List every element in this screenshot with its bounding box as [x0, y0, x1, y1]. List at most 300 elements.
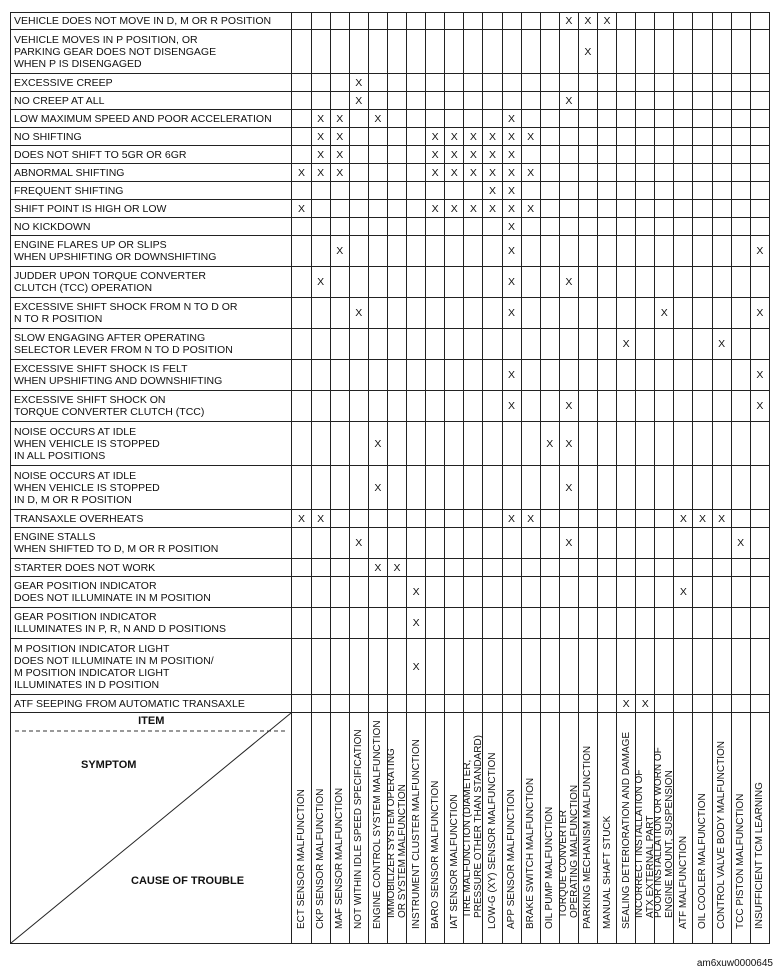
- matrix-cell: X: [578, 30, 597, 74]
- matrix-cell: [712, 298, 731, 329]
- cause-column-header: [693, 713, 712, 944]
- matrix-cell: [464, 639, 483, 695]
- matrix-cell: [693, 146, 712, 164]
- matrix-cell: [636, 267, 655, 298]
- matrix-cell: X: [540, 422, 559, 466]
- matrix-cell: [731, 510, 750, 528]
- matrix-cell: [464, 466, 483, 510]
- matrix-cell: [597, 218, 616, 236]
- matrix-cell: X: [368, 466, 387, 510]
- matrix-cell: [693, 92, 712, 110]
- matrix-cell: [387, 466, 406, 510]
- matrix-cell: [693, 466, 712, 510]
- matrix-cell: [387, 218, 406, 236]
- matrix-cell: [712, 13, 731, 30]
- matrix-cell: [483, 92, 502, 110]
- matrix-cell: [426, 466, 445, 510]
- matrix-cell: X: [693, 510, 712, 528]
- matrix-cell: [636, 13, 655, 30]
- matrix-cell: [693, 13, 712, 30]
- matrix-cell: [750, 30, 769, 74]
- matrix-cell: [521, 218, 540, 236]
- matrix-cell: [712, 528, 731, 559]
- matrix-cell: [330, 639, 349, 695]
- cause-label: CKP SENSOR MALFUNCTION: [315, 788, 327, 929]
- matrix-cell: [674, 218, 693, 236]
- matrix-cell: [636, 30, 655, 74]
- matrix-cell: [426, 218, 445, 236]
- matrix-cell: X: [349, 528, 368, 559]
- matrix-cell: [712, 218, 731, 236]
- cause-label: IAT SENSOR MALFUNCTION: [448, 794, 460, 929]
- matrix-cell: [311, 30, 330, 74]
- symptom-label: ATF SEEPING FROM AUTOMATIC TRANSAXLE: [11, 695, 292, 713]
- matrix-cell: [636, 510, 655, 528]
- matrix-cell: [483, 74, 502, 92]
- matrix-cell: [540, 559, 559, 577]
- matrix-cell: X: [559, 528, 578, 559]
- matrix-cell: [330, 92, 349, 110]
- matrix-cell: X: [750, 391, 769, 422]
- matrix-cell: [502, 74, 521, 92]
- matrix-cell: [445, 391, 464, 422]
- matrix-cell: [559, 639, 578, 695]
- matrix-cell: [502, 30, 521, 74]
- matrix-cell: [349, 360, 368, 391]
- matrix-cell: [387, 510, 406, 528]
- matrix-cell: X: [502, 128, 521, 146]
- matrix-cell: [597, 695, 616, 713]
- matrix-cell: X: [349, 92, 368, 110]
- matrix-cell: [731, 267, 750, 298]
- cause-column-header: [445, 713, 464, 944]
- matrix-cell: [674, 360, 693, 391]
- matrix-cell: [311, 466, 330, 510]
- matrix-cell: [674, 608, 693, 639]
- matrix-cell: [311, 559, 330, 577]
- matrix-cell: [597, 528, 616, 559]
- matrix-cell: [521, 608, 540, 639]
- matrix-cell: X: [521, 510, 540, 528]
- matrix-cell: X: [368, 110, 387, 128]
- cause-column-header: [483, 713, 502, 944]
- matrix-cell: [368, 236, 387, 267]
- cause-column-header: [521, 713, 540, 944]
- matrix-cell: [483, 422, 502, 466]
- matrix-cell: [407, 182, 426, 200]
- matrix-cell: X: [712, 510, 731, 528]
- matrix-cell: [636, 110, 655, 128]
- matrix-cell: [674, 298, 693, 329]
- symptom-label: LOW MAXIMUM SPEED AND POOR ACCELERATION: [11, 110, 292, 128]
- matrix-cell: [617, 528, 636, 559]
- matrix-cell: [349, 329, 368, 360]
- matrix-cell: [750, 146, 769, 164]
- matrix-cell: X: [483, 128, 502, 146]
- matrix-cell: [693, 298, 712, 329]
- symptom-label: NO SHIFTING: [11, 128, 292, 146]
- matrix-cell: [521, 329, 540, 360]
- matrix-cell: [311, 422, 330, 466]
- cause-column-header: [674, 713, 693, 944]
- cause-label: MAF SENSOR MALFUNCTION: [334, 787, 346, 929]
- matrix-cell: [693, 164, 712, 182]
- matrix-cell: [597, 236, 616, 267]
- matrix-cell: [387, 298, 406, 329]
- matrix-cell: [311, 74, 330, 92]
- matrix-cell: [540, 13, 559, 30]
- matrix-cell: [464, 391, 483, 422]
- matrix-cell: [521, 422, 540, 466]
- matrix-cell: [674, 13, 693, 30]
- matrix-cell: [578, 298, 597, 329]
- symptom-label: ABNORMAL SHIFTING: [11, 164, 292, 182]
- table-row: [11, 577, 770, 608]
- matrix-cell: X: [445, 164, 464, 182]
- matrix-cell: X: [426, 200, 445, 218]
- matrix-cell: [731, 360, 750, 391]
- matrix-cell: [712, 164, 731, 182]
- matrix-cell: [540, 128, 559, 146]
- matrix-cell: [292, 13, 311, 30]
- matrix-cell: [311, 695, 330, 713]
- matrix-cell: [349, 608, 368, 639]
- matrix-cell: [407, 267, 426, 298]
- matrix-cell: X: [578, 13, 597, 30]
- matrix-cell: [387, 360, 406, 391]
- matrix-cell: [502, 329, 521, 360]
- matrix-cell: [521, 528, 540, 559]
- matrix-cell: [521, 13, 540, 30]
- matrix-cell: [368, 528, 387, 559]
- matrix-cell: [483, 236, 502, 267]
- matrix-cell: [655, 267, 674, 298]
- matrix-cell: [387, 30, 406, 74]
- matrix-cell: [330, 695, 349, 713]
- matrix-cell: [368, 218, 387, 236]
- matrix-cell: X: [731, 528, 750, 559]
- matrix-cell: [712, 466, 731, 510]
- matrix-cell: [292, 360, 311, 391]
- matrix-cell: [407, 200, 426, 218]
- matrix-cell: [674, 639, 693, 695]
- matrix-cell: [330, 422, 349, 466]
- matrix-cell: [445, 695, 464, 713]
- matrix-cell: [407, 422, 426, 466]
- matrix-cell: [655, 329, 674, 360]
- table-row: [11, 608, 770, 639]
- cause-column-header: [636, 713, 655, 944]
- matrix-cell: [311, 298, 330, 329]
- matrix-cell: [387, 182, 406, 200]
- matrix-cell: X: [750, 360, 769, 391]
- matrix-cell: [387, 128, 406, 146]
- matrix-cell: [712, 200, 731, 218]
- matrix-cell: [368, 146, 387, 164]
- matrix-cell: [521, 695, 540, 713]
- matrix-cell: [426, 422, 445, 466]
- cause-column-header: [559, 713, 578, 944]
- matrix-cell: [712, 559, 731, 577]
- matrix-cell: [483, 391, 502, 422]
- table-row: [11, 74, 770, 92]
- matrix-cell: [540, 74, 559, 92]
- matrix-cell: [578, 608, 597, 639]
- matrix-cell: [502, 466, 521, 510]
- matrix-cell: [368, 200, 387, 218]
- matrix-cell: X: [674, 577, 693, 608]
- matrix-cell: [483, 466, 502, 510]
- matrix-cell: [368, 639, 387, 695]
- matrix-cell: [750, 92, 769, 110]
- matrix-cell: [407, 236, 426, 267]
- matrix-cell: [292, 577, 311, 608]
- matrix-cell: [655, 236, 674, 267]
- matrix-cell: [445, 74, 464, 92]
- matrix-cell: X: [330, 128, 349, 146]
- matrix-cell: [731, 298, 750, 329]
- matrix-cell: [349, 236, 368, 267]
- cause-label: MANUAL SHAFT STUCK: [601, 815, 613, 929]
- matrix-cell: X: [311, 510, 330, 528]
- matrix-cell: [731, 110, 750, 128]
- matrix-cell: [540, 236, 559, 267]
- cause-column-header: [292, 713, 311, 944]
- matrix-cell: [712, 608, 731, 639]
- matrix-cell: [445, 608, 464, 639]
- cause-label: OIL COOLER MALFUNCTION: [696, 793, 708, 929]
- matrix-cell: [445, 422, 464, 466]
- matrix-cell: [750, 639, 769, 695]
- matrix-cell: [617, 218, 636, 236]
- matrix-cell: [368, 391, 387, 422]
- matrix-cell: [311, 391, 330, 422]
- matrix-cell: X: [464, 146, 483, 164]
- matrix-cell: X: [617, 695, 636, 713]
- matrix-cell: X: [712, 329, 731, 360]
- matrix-cell: [407, 74, 426, 92]
- matrix-cell: X: [311, 267, 330, 298]
- matrix-cell: [578, 182, 597, 200]
- matrix-cell: [387, 422, 406, 466]
- matrix-cell: [426, 236, 445, 267]
- symptom-label: EXCESSIVE SHIFT SHOCK FROM N TO D OR N TO R POSITION: [11, 298, 292, 329]
- matrix-cell: [712, 128, 731, 146]
- matrix-cell: [368, 360, 387, 391]
- matrix-cell: [712, 422, 731, 466]
- matrix-cell: X: [502, 360, 521, 391]
- matrix-cell: [368, 92, 387, 110]
- matrix-cell: [483, 13, 502, 30]
- matrix-cell: [292, 128, 311, 146]
- matrix-cell: [578, 391, 597, 422]
- matrix-cell: [387, 639, 406, 695]
- symptom-label: NOISE OCCURS AT IDLE WHEN VEHICLE IS STOPPED IN D, M OR R POSITION: [11, 466, 292, 510]
- matrix-cell: [292, 74, 311, 92]
- table-row: [11, 559, 770, 577]
- matrix-cell: [426, 267, 445, 298]
- matrix-cell: [693, 360, 712, 391]
- symptom-label: TRANSAXLE OVERHEATS: [11, 510, 292, 528]
- matrix-cell: X: [502, 164, 521, 182]
- symptom-label: ENGINE STALLS WHEN SHIFTED TO D, M OR R POSITION: [11, 528, 292, 559]
- matrix-cell: [674, 74, 693, 92]
- matrix-cell: X: [502, 510, 521, 528]
- matrix-cell: [387, 267, 406, 298]
- matrix-cell: X: [445, 128, 464, 146]
- matrix-cell: [349, 510, 368, 528]
- matrix-cell: [731, 200, 750, 218]
- matrix-cell: X: [483, 146, 502, 164]
- matrix-cell: [349, 267, 368, 298]
- matrix-cell: [540, 360, 559, 391]
- matrix-cell: [712, 695, 731, 713]
- matrix-cell: [597, 267, 616, 298]
- matrix-cell: [521, 182, 540, 200]
- matrix-cell: [521, 92, 540, 110]
- matrix-cell: [426, 608, 445, 639]
- matrix-cell: [407, 110, 426, 128]
- matrix-cell: [617, 559, 636, 577]
- matrix-cell: X: [368, 422, 387, 466]
- matrix-cell: [502, 528, 521, 559]
- matrix-cell: [617, 422, 636, 466]
- matrix-cell: [750, 74, 769, 92]
- matrix-cell: [731, 128, 750, 146]
- cause-label: BARO SENSOR MALFUNCTION: [429, 780, 441, 929]
- table-row: [11, 200, 770, 218]
- cause-column-header: [426, 713, 445, 944]
- matrix-cell: [655, 13, 674, 30]
- matrix-cell: [387, 528, 406, 559]
- matrix-cell: [464, 110, 483, 128]
- matrix-cell: [368, 13, 387, 30]
- matrix-cell: [750, 510, 769, 528]
- matrix-cell: [636, 298, 655, 329]
- matrix-cell: [559, 360, 578, 391]
- cause-label: APP SENSOR MALFUNCTION: [506, 789, 518, 929]
- matrix-cell: [311, 528, 330, 559]
- table-row: [11, 218, 770, 236]
- table-row: [11, 528, 770, 559]
- matrix-cell: [597, 422, 616, 466]
- matrix-cell: [617, 391, 636, 422]
- matrix-cell: [292, 110, 311, 128]
- matrix-cell: [426, 30, 445, 74]
- matrix-cell: [750, 182, 769, 200]
- matrix-cell: [712, 74, 731, 92]
- matrix-cell: [483, 30, 502, 74]
- matrix-cell: [521, 146, 540, 164]
- symptom-label: FREQUENT SHIFTING: [11, 182, 292, 200]
- symptom-label: EXCESSIVE SHIFT SHOCK ON TORQUE CONVERTER CLUTCH (TCC): [11, 391, 292, 422]
- matrix-cell: [368, 298, 387, 329]
- cause-of-trouble-label: CAUSE OF TROUBLE: [131, 875, 245, 887]
- cause-label: OIL PUMP MALFUNCTION: [544, 806, 556, 929]
- matrix-cell: [655, 608, 674, 639]
- matrix-cell: [655, 110, 674, 128]
- matrix-cell: [464, 74, 483, 92]
- matrix-cell: [655, 466, 674, 510]
- matrix-cell: [445, 329, 464, 360]
- corner-header: [11, 713, 292, 944]
- matrix-cell: [693, 329, 712, 360]
- matrix-cell: [426, 329, 445, 360]
- matrix-cell: [368, 577, 387, 608]
- matrix-cell: [617, 466, 636, 510]
- matrix-cell: [349, 200, 368, 218]
- matrix-cell: [693, 182, 712, 200]
- matrix-cell: [674, 329, 693, 360]
- matrix-cell: [559, 74, 578, 92]
- matrix-cell: [464, 510, 483, 528]
- matrix-cell: [502, 422, 521, 466]
- cause-column-header: [349, 713, 368, 944]
- matrix-cell: [292, 466, 311, 510]
- matrix-cell: X: [445, 200, 464, 218]
- matrix-cell: [464, 13, 483, 30]
- matrix-cell: [617, 13, 636, 30]
- matrix-cell: [292, 146, 311, 164]
- matrix-cell: [674, 528, 693, 559]
- matrix-cell: [636, 608, 655, 639]
- matrix-cell: [311, 360, 330, 391]
- matrix-cell: [521, 466, 540, 510]
- matrix-cell: [750, 218, 769, 236]
- symptom-label: EXCESSIVE CREEP: [11, 74, 292, 92]
- table-row: [11, 92, 770, 110]
- matrix-cell: [731, 466, 750, 510]
- matrix-cell: [674, 164, 693, 182]
- matrix-cell: [693, 695, 712, 713]
- cause-column-header: [578, 713, 597, 944]
- matrix-cell: [731, 329, 750, 360]
- matrix-cell: [636, 360, 655, 391]
- matrix-cell: [368, 608, 387, 639]
- matrix-cell: X: [387, 559, 406, 577]
- cause-label: PARKING MECHANISM MALFUNCTION: [582, 745, 594, 929]
- matrix-cell: [750, 164, 769, 182]
- matrix-cell: [464, 329, 483, 360]
- matrix-cell: [731, 13, 750, 30]
- matrix-cell: [426, 110, 445, 128]
- symptom-label: JUDDER UPON TORQUE CONVERTER CLUTCH (TCC) OPERATION: [11, 267, 292, 298]
- matrix-cell: [636, 128, 655, 146]
- matrix-cell: [636, 391, 655, 422]
- matrix-cell: [693, 30, 712, 74]
- cause-label: TIRE MALFUNCTION (DIAMETER, PRESSURE OTHER THAN STANDARD): [462, 735, 485, 918]
- matrix-cell: [464, 267, 483, 298]
- matrix-cell: [674, 267, 693, 298]
- matrix-cell: [483, 218, 502, 236]
- matrix-cell: [502, 639, 521, 695]
- matrix-cell: [674, 30, 693, 74]
- matrix-cell: [540, 110, 559, 128]
- matrix-cell: [597, 391, 616, 422]
- matrix-cell: [426, 639, 445, 695]
- matrix-cell: [311, 639, 330, 695]
- matrix-cell: [693, 236, 712, 267]
- reference-code: am6xuw0000645: [696, 958, 773, 969]
- matrix-cell: [540, 466, 559, 510]
- matrix-cell: [617, 298, 636, 329]
- matrix-cell: [636, 466, 655, 510]
- matrix-cell: [674, 391, 693, 422]
- matrix-cell: [693, 218, 712, 236]
- matrix-cell: [597, 559, 616, 577]
- matrix-cell: [693, 200, 712, 218]
- cause-column-header: [731, 713, 750, 944]
